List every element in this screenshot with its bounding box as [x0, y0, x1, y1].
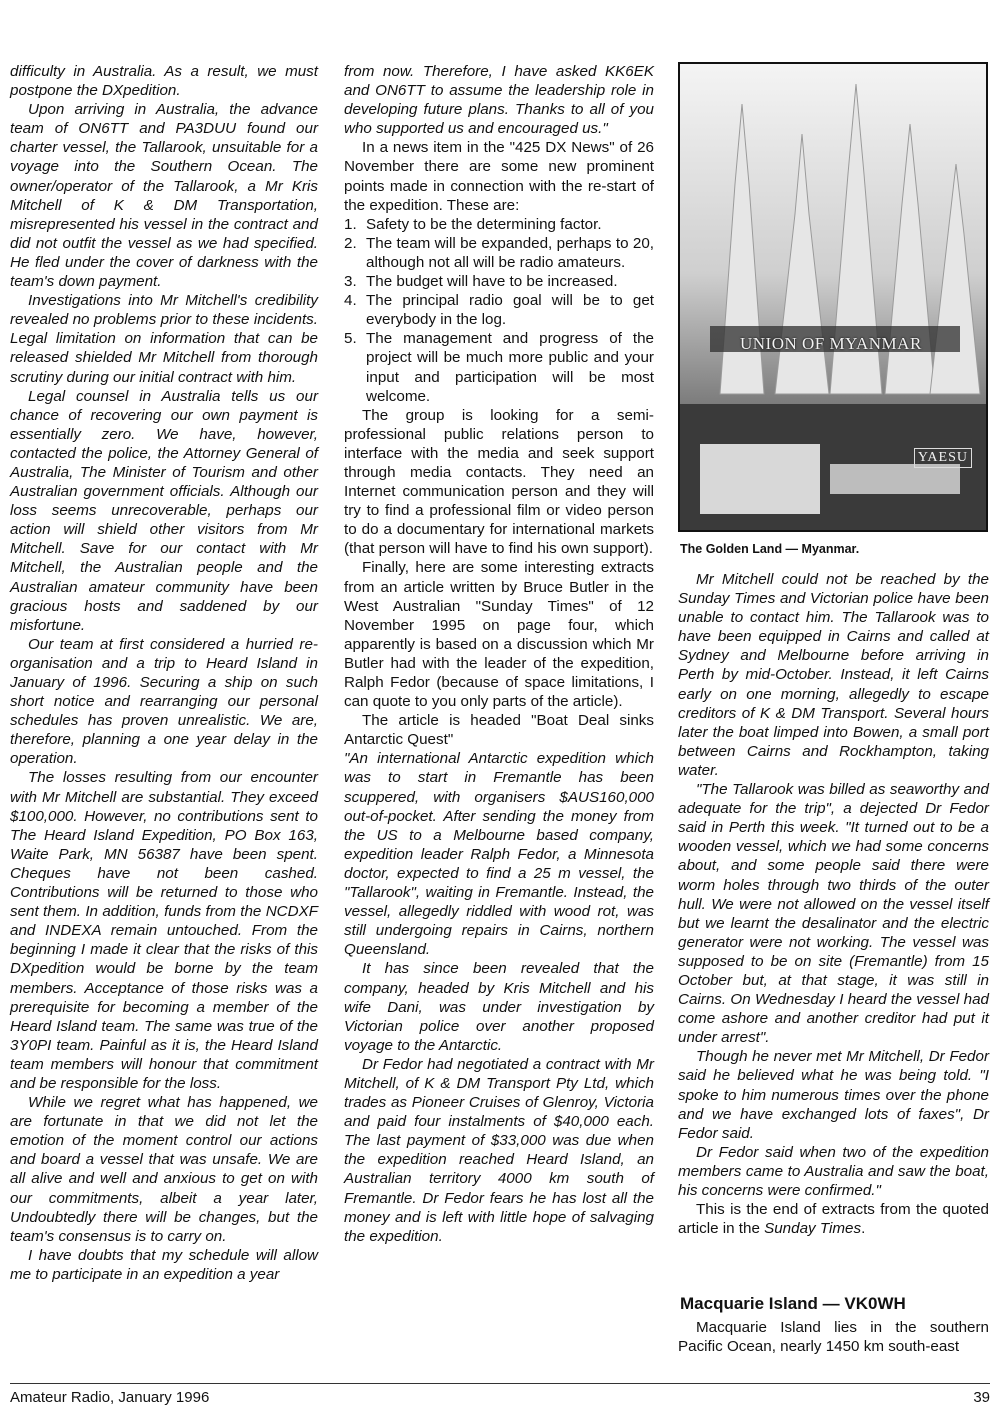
section-body — [678, 1318, 989, 1356]
section-heading: Macquarie Island — VK0WH — [680, 1294, 906, 1313]
body-paragraph: "An international Antarctic expedition which was to start in Fremantle has been scuppered, with organisers $AUS160,000 out-of-pocket. After sending the money from the US to a Melbourne based company, expedition leader Ralph Fedor, a Minnesota doctor, expected to find a 25 m vessel, the "Tallarook", waiting in Fremantle. Instead, the vessel, allegedly riddled with wood rot, was still undergoing repairs in Cairns, northern Queensland. — [344, 750, 654, 959]
point-item — [344, 291, 654, 329]
section-paragraph: Macquarie Island lies in the southern Pacific Ocean, nearly 1450 km south-east — [678, 1319, 989, 1356]
body-paragraph: Upon arriving in Australia, the advance team of ON6TT and PA3DUU found our charter vessel, the Tallarook, unsuitable for a voyage into the Southern Ocean. The owner/operator of the Tallarook, a Mr Kris Mitchell of K & DM Transportation, misrepresented his vessel in the contract and did not outfit the vessel as we had specified. He fled under the cover of darkness with the team's down payment. — [10, 101, 318, 291]
body-paragraph: I have doubts that my schedule will allow me to participate in an expedition a year — [10, 1246, 318, 1283]
body-paragraph: from now. Therefore, I have asked KK6EK and ON6TT to assume the leadership role in developing future plans. Thanks to all of you who supported us and encouraged us." — [344, 63, 654, 138]
point-number: 1. — [344, 215, 357, 233]
footer-rule — [10, 1383, 990, 1384]
page-number: 39 — [973, 1389, 990, 1406]
extract-end-suffix: . — [861, 1220, 866, 1238]
body-paragraph: The article is headed "Boat Deal sinks Antarctic Quest" — [344, 712, 654, 749]
body-paragraph: It has since been revealed that the company, headed by Kris Mitchell and his wife Dani, was under investigation by Victorian police over another proposed voyage to the Antarctic. — [344, 960, 654, 1054]
point-text: Safety to be the determining factor. — [366, 215, 602, 233]
body-paragraph: Finally, here are some interesting extracts from an article written by Bruce Butler in the West Australian "Sunday Times" of 12 November 1995 on page four, which apparently is based on a discussion which Mr Butler had with the leader of the expedition, Ralph Fedor (because of space limitations, I can quote to you only parts of the article). — [344, 559, 654, 711]
point-item — [344, 215, 654, 234]
column-2-intro — [344, 62, 654, 215]
column-2 — [344, 62, 654, 1246]
body-paragraph: The group is looking for a semi-professional public relations person to interface with the media and seek support through media contacts. They need an Internet communication person and they will try to find a professional film or video person to do a documentary for international markets (that person will have to find his own support). — [344, 406, 654, 558]
extract-end-italic: Sunday Times — [764, 1220, 862, 1238]
point-item — [344, 329, 654, 405]
body-paragraph: The losses resulting from our encounter with Mr Mitchell are substantial. They exceed $100,000. However, no contributions sent to The Heard Island Expedition, PO Box 163, Waite Park, MN 56387 have been spent. Cheques have not been cashed. Contributions will be returned to those who sent them. In addition, funds from the NCDXF and INDEXA remain untouched. From the beginning I made it clear that the risks of this DXpedition would be borne by the team members. Acceptance of those risks was a prerequisite for becoming a member of the Heard Island team. The same was true of the 3Y0PI team. Painful as it is, the Heard Island team members will honour that commitment and be responsible for the loss. — [10, 769, 318, 1092]
point-item — [344, 234, 654, 272]
point-number: 5. — [344, 330, 357, 348]
point-number: 2. — [344, 234, 357, 252]
column-2-rest — [344, 406, 654, 1246]
point-item — [344, 272, 654, 291]
body-paragraph: difficulty in Australia. As a result, we must postpone the DXpedition. — [10, 63, 318, 100]
point-text: The principal radio goal will be to get everybody in the log. — [366, 292, 654, 329]
body-paragraph: Investigations into Mr Mitchell's credibility revealed no problems prior to these incidents. Legal limitation on information that can be released shielded Mr Mitchell from thorough scrutiny during our initial contract with him. — [10, 292, 318, 386]
extract-end-paragraph — [678, 1200, 989, 1238]
point-number: 3. — [344, 273, 357, 291]
extract-end-text: This is the end of extracts from the quoted article in the — [678, 1201, 989, 1238]
body-paragraph: In a news item in the "425 DX News" of 26 November there are some new prominent points made in connection with the re-start of the expedition. These are: — [344, 139, 654, 214]
footer-publication: Amateur Radio, January 1996 — [10, 1389, 210, 1406]
body-paragraph: Our team at first considered a hurried re-organisation and a trip to Heard Island in January of 1996. Securing a ship on such short notice and rearranging our personal schedules has proven unrealistic. We are, therefore, planning a one year delay in the operation. — [10, 635, 318, 768]
body-paragraph: Dr Fedor had negotiated a contract with Mr Mitchell, of K & DM Transport Pty Ltd, which trades as Pioneer Cruises of Glenroy, Victoria and paid four instalments of $40,000 each. The last payment of $33,000 was due when the expedition reached Heard Island, an Australian territory 4000 km south of Fremantle. Dr Fedor fears he has lost all the money and is left with little hope of salvaging the expedition. — [344, 1055, 654, 1245]
expedition-points-list — [344, 215, 654, 406]
point-number: 4. — [344, 292, 357, 310]
photo-banner-text: UNION OF MYANMAR — [740, 334, 922, 353]
body-paragraph: While we regret what has happened, we are fortunate in that we did not let the emotion of the moment control our actions and board a vessel that was unsafe. We are all alive and well and anxious to get on with our commitments, albeit a year later, Undoubtedly there will be changes, but the team's consensus is to carry on. — [10, 1094, 318, 1245]
point-text: The management and progress of the project will be much more public and your input and participation will be most welcome. — [366, 330, 654, 405]
column-1 — [10, 62, 318, 1284]
body-paragraph: Legal counsel in Australia tells us our chance of recovering our own payment is essentially zero. We have, however, contacted the police, the Attorney General of Australia, The Minister of Tourism and other Australian government officials. Although our loss seems unrecoverable, perhaps our action will shield other visitors from Mr Mitchell. Save for our contact with Mr Mitchell, the Australian people and the Australian amateur community have been gracious hosts and saddened by our misfortune. — [10, 387, 318, 634]
body-paragraph: Mr Mitchell could not be reached by the Sunday Times and Victorian police have been unable to contact him. The Tallarook was to have been equipped in Cairns and called at Sydney and Melbourne before arriving in Perth by mid-October. Instead, it left Cairns early on one morning, allegedly to escape creditors of K & DM Transport. Several hours later the boat limped into Bowen, a small port between Cairns and Rockhampton, taking water. — [678, 571, 989, 779]
yaesu-logo: YAESU — [914, 448, 972, 468]
point-text: The team will be expanded, perhaps to 20, although not all will be radio amateurs. — [366, 234, 654, 271]
body-paragraph: "The Tallarook was billed as seaworthy and adequate for the trip", a dejected Dr Fedor said in Perth this week. "It turned out to be a wooden vessel, which we had some concerns about, and some people said there were worm holes through two thirds of the outer hull. We were not allowed on the vessel itself but we learnt the desalinator and the electric generator were not working. The vessel was supposed to be on site (Fremantle) from 15 October but, at that stage, it was still in Cairns. On Wednesday I heard the vessel had come ashore and another creditor had put it under arrest". — [678, 781, 989, 1047]
body-paragraph: Dr Fedor said when two of the expedition members came to Australia and saw the boat, his concerns were confirmed." — [678, 1143, 989, 1199]
column-3-paragraphs — [678, 570, 989, 1200]
photo-caption: The Golden Land — Myanmar. — [680, 542, 860, 556]
myanmar-photo — [678, 62, 988, 532]
body-paragraph: Though he never met Mr Mitchell, Dr Fedor said he believed what he was being told. "I spoke to him numerous times over the phone and we have exchanged lots of faxes", Dr Fedor said. — [678, 1048, 989, 1142]
point-text: The budget will have to be increased. — [366, 273, 618, 291]
column-3 — [678, 570, 989, 1238]
